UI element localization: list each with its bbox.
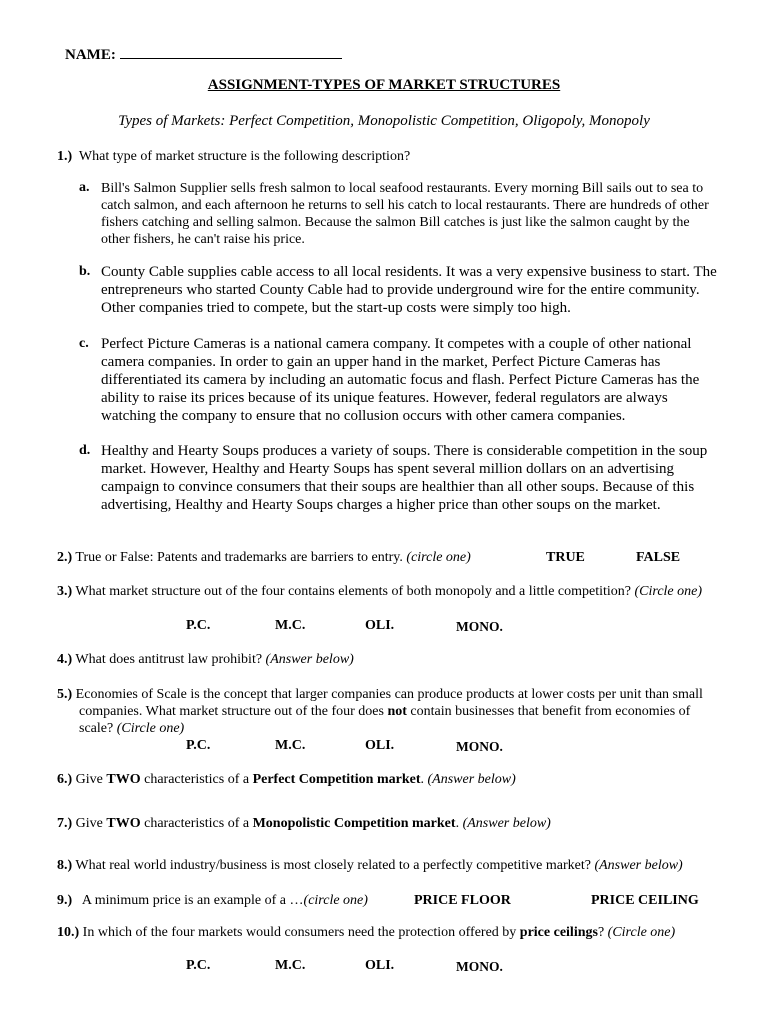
option-price-ceiling[interactable]: PRICE CEILING xyxy=(591,893,699,908)
name-field xyxy=(65,44,342,64)
question-10 xyxy=(57,925,675,941)
question-number: 5.) xyxy=(57,687,73,702)
emphasis-market: Monopolistic Competition market xyxy=(252,816,456,831)
question-text: What type of market structure is the following description? xyxy=(78,149,411,164)
emphasis-two: TWO xyxy=(106,772,141,787)
question-text: What does antitrust law prohibit? xyxy=(75,652,263,667)
q3-choice-pc[interactable]: P.C. xyxy=(186,618,211,633)
q5-choice-mc[interactable]: M.C. xyxy=(275,738,306,753)
item-c-text: Perfect Picture Cameras is a national camera company. It competes with a couple of other national camera companies. In order to gain an upper hand in the market, Perfect Picture Cameras has differentiated its camera by including an automatic focus and flash. Perfect Picture Cameras has the ability to raise its prices because of its unique features. However, federal regulators are always watching the company to ensure that no collusion occurs with other camera companies. xyxy=(101,336,700,424)
q3-choice-oli[interactable]: OLI. xyxy=(365,618,395,633)
q5-choice-oli[interactable]: OLI. xyxy=(365,738,395,753)
question-hint: (circle one) xyxy=(303,893,368,908)
q10-choice-mc[interactable]: M.C. xyxy=(275,958,306,973)
option-false[interactable]: FALSE xyxy=(636,550,681,565)
item-b-text: County Cable supplies cable access to all local residents. It was a very expensive business to start. The entrepreneurs who started County Cable had to provide underground wire for the entire community. Other companies tried to compete, but the start-up costs were simply too high. xyxy=(101,264,717,316)
item-letter-c: c. xyxy=(79,336,89,351)
question-number: 2.) xyxy=(57,550,73,565)
q10-choice-pc[interactable]: P.C. xyxy=(186,958,211,973)
question-number: 9.) xyxy=(57,893,73,908)
question-3 xyxy=(57,584,702,600)
item-a-text: Bill's Salmon Supplier sells fresh salmon to local seafood restaurants. Every morning Bill sails out to sea to catch salmon, and each afternoon he returns to sell his catch to local restaurants. There are hundreds of other fishers catching and selling salmon. Because the salmon Bill catches is just like the salmon caught by the other fishers, he can't raise his price. xyxy=(101,181,709,247)
question-text: In which of the four markets would consumers need the protection offered by xyxy=(82,925,517,940)
question-text-mid: characteristics of a xyxy=(144,816,250,831)
emphasis-market: Perfect Competition market xyxy=(252,772,421,787)
item-letter-d: d. xyxy=(79,443,91,458)
question-text-line3: scale? xyxy=(79,721,114,736)
q5-choice-mono[interactable]: MONO. xyxy=(456,739,503,754)
item-letter-a: a. xyxy=(79,180,90,195)
question-hint: (Answer below) xyxy=(462,816,551,831)
question-5 xyxy=(57,686,747,737)
question-text-line2-end: contain businesses that benefit from economies of xyxy=(410,704,691,719)
emphasis-two: TWO xyxy=(106,816,141,831)
assignment-title: ASSIGNMENT-TYPES OF MARKET STRUCTURES xyxy=(207,77,561,93)
question-text-line2: companies. What market structure out of the four does xyxy=(79,704,384,719)
question-text: A minimum price is an example of a … xyxy=(81,893,304,908)
question-6 xyxy=(57,772,516,788)
q3-choice-mc[interactable]: M.C. xyxy=(275,618,306,633)
question-1 xyxy=(57,149,410,165)
q5-choice-pc[interactable]: P.C. xyxy=(186,738,211,753)
question-text-line1: Economies of Scale is the concept that larger companies can produce products at lower costs per unit than small xyxy=(75,687,703,702)
q10-choice-mono[interactable]: MONO. xyxy=(456,959,503,974)
question-4 xyxy=(57,652,354,668)
question-hint: (Answer below) xyxy=(265,652,354,667)
item-letter-b: b. xyxy=(79,264,91,279)
question-text: Give xyxy=(75,772,103,787)
name-blank-line xyxy=(120,44,342,59)
emphasis-price-ceilings: price ceilings xyxy=(519,925,598,940)
question-9 xyxy=(57,893,368,909)
question-punct: . xyxy=(455,816,460,831)
question-8 xyxy=(57,858,683,874)
question-number: 8.) xyxy=(57,858,73,873)
emphasis-not: not xyxy=(387,704,407,719)
question-hint: (Answer below) xyxy=(427,772,516,787)
option-price-floor[interactable]: PRICE FLOOR xyxy=(414,893,511,908)
question-number: 7.) xyxy=(57,816,73,831)
question-hint: (Circle one) xyxy=(634,584,703,599)
question-text: True or False: Patents and trademarks are barriers to entry. xyxy=(75,550,403,565)
question-number: 3.) xyxy=(57,584,73,599)
question-hint: (Answer below) xyxy=(594,858,683,873)
question-7 xyxy=(57,816,551,832)
question-text: What market structure out of the four contains elements of both monopoly and a little competition? xyxy=(75,584,631,599)
market-types-subtitle: Types of Markets: Perfect Competition, Monopolistic Competition, Oligopoly, Monopoly xyxy=(118,113,650,129)
question-number: 1.) xyxy=(57,149,73,164)
item-d-text: Healthy and Hearty Soups produces a variety of soups. There is considerable competition in the soup market. However, Healthy and Hearty Soups has spent several million dollars on an advertising campaign to convince consumers that their soups are healthier than all other soups. Because of this advertising, Healthy and Hearty Soups charges a higher price than other soups on the market. xyxy=(101,443,708,513)
question-hint: (Circle one) xyxy=(607,925,676,940)
q3-choice-mono[interactable]: MONO. xyxy=(456,619,503,634)
question-text: What real world industry/business is most closely related to a perfectly competitive market? xyxy=(75,858,591,873)
name-label: NAME: xyxy=(65,47,116,63)
option-true[interactable]: TRUE xyxy=(546,550,585,565)
q10-choice-oli[interactable]: OLI. xyxy=(365,958,395,973)
question-number: 10.) xyxy=(57,925,80,940)
question-hint: (circle one) xyxy=(406,550,471,565)
question-punct: . xyxy=(420,772,425,787)
question-hint: (Circle one) xyxy=(116,721,185,736)
question-number: 6.) xyxy=(57,772,73,787)
question-text: Give xyxy=(75,816,103,831)
question-number: 4.) xyxy=(57,652,73,667)
question-2 xyxy=(57,550,471,566)
question-punct: ? xyxy=(597,925,605,940)
question-text-mid: characteristics of a xyxy=(144,772,250,787)
